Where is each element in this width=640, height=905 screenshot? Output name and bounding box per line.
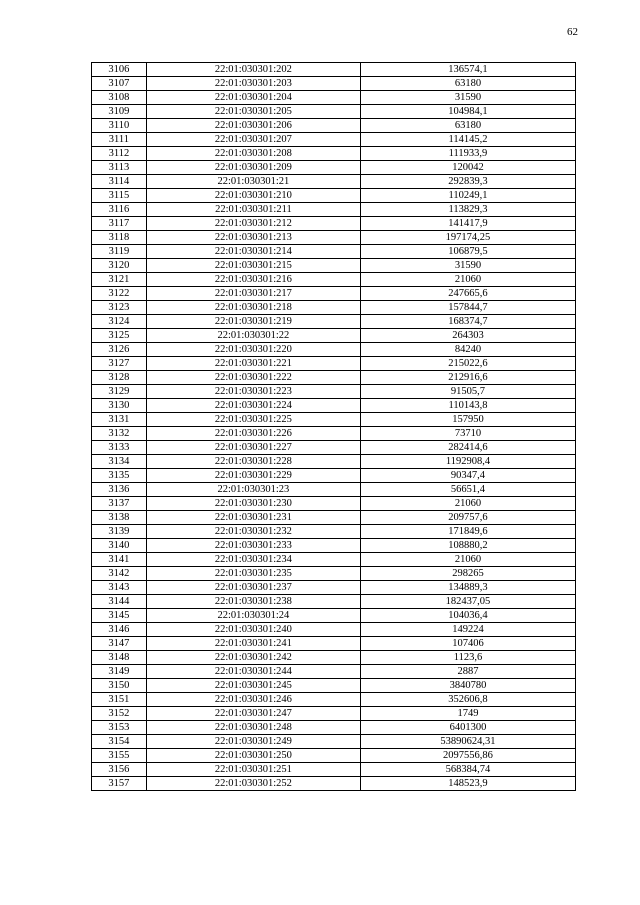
table-row <box>92 511 576 525</box>
table-row <box>92 231 576 245</box>
row-number-cell: 3129 <box>92 385 147 399</box>
row-number-cell: 3135 <box>92 469 147 483</box>
cadastral-number-cell: 22:01:030301:240 <box>146 623 360 637</box>
value-cell: 110143,8 <box>360 399 575 413</box>
table-row <box>92 105 576 119</box>
row-number-cell: 3157 <box>92 777 147 791</box>
table-row <box>92 371 576 385</box>
row-number-cell: 3124 <box>92 315 147 329</box>
table-row <box>92 343 576 357</box>
cadastral-number-cell: 22:01:030301:219 <box>146 315 360 329</box>
cadastral-number-cell: 22:01:030301:242 <box>146 651 360 665</box>
table-row <box>92 735 576 749</box>
table-row <box>92 189 576 203</box>
cadastral-number-cell: 22:01:030301:205 <box>146 105 360 119</box>
value-cell: 104036,4 <box>360 609 575 623</box>
table-body <box>92 63 576 791</box>
cadastral-number-cell: 22:01:030301:251 <box>146 763 360 777</box>
cadastral-number-cell: 22:01:030301:215 <box>146 259 360 273</box>
row-number-cell: 3122 <box>92 287 147 301</box>
row-number-cell: 3137 <box>92 497 147 511</box>
cadastral-number-cell: 22:01:030301:213 <box>146 231 360 245</box>
cadastral-number-cell: 22:01:030301:252 <box>146 777 360 791</box>
row-number-cell: 3115 <box>92 189 147 203</box>
table-row <box>92 91 576 105</box>
row-number-cell: 3114 <box>92 175 147 189</box>
table-row <box>92 399 576 413</box>
table-row <box>92 427 576 441</box>
cadastral-number-cell: 22:01:030301:21 <box>146 175 360 189</box>
value-cell: 120042 <box>360 161 575 175</box>
value-cell: 6401300 <box>360 721 575 735</box>
cadastral-number-cell: 22:01:030301:221 <box>146 357 360 371</box>
cadastral-number-cell: 22:01:030301:241 <box>146 637 360 651</box>
value-cell: 298265 <box>360 567 575 581</box>
value-cell: 31590 <box>360 259 575 273</box>
value-cell: 157950 <box>360 413 575 427</box>
row-number-cell: 3125 <box>92 329 147 343</box>
table-row <box>92 581 576 595</box>
table-row <box>92 147 576 161</box>
row-number-cell: 3138 <box>92 511 147 525</box>
value-cell: 73710 <box>360 427 575 441</box>
value-cell: 1192908,4 <box>360 455 575 469</box>
value-cell: 2887 <box>360 665 575 679</box>
cadastral-number-cell: 22:01:030301:248 <box>146 721 360 735</box>
cadastral-number-cell: 22:01:030301:209 <box>146 161 360 175</box>
value-cell: 182437,05 <box>360 595 575 609</box>
row-number-cell: 3152 <box>92 707 147 721</box>
row-number-cell: 3143 <box>92 581 147 595</box>
cadastral-number-cell: 22:01:030301:250 <box>146 749 360 763</box>
table-row <box>92 525 576 539</box>
cadastral-number-cell: 22:01:030301:237 <box>146 581 360 595</box>
value-cell: 21060 <box>360 497 575 511</box>
cadastral-number-cell: 22:01:030301:217 <box>146 287 360 301</box>
cadastral-number-cell: 22:01:030301:233 <box>146 539 360 553</box>
cadastral-number-cell: 22:01:030301:22 <box>146 329 360 343</box>
cadastral-number-cell: 22:01:030301:23 <box>146 483 360 497</box>
row-number-cell: 3111 <box>92 133 147 147</box>
row-number-cell: 3107 <box>92 77 147 91</box>
cadastral-number-cell: 22:01:030301:230 <box>146 497 360 511</box>
value-cell: 91505,7 <box>360 385 575 399</box>
table-row <box>92 567 576 581</box>
table-row <box>92 469 576 483</box>
cadastral-number-cell: 22:01:030301:226 <box>146 427 360 441</box>
value-cell: 149224 <box>360 623 575 637</box>
cadastral-number-cell: 22:01:030301:235 <box>146 567 360 581</box>
table-row <box>92 63 576 77</box>
table-row <box>92 553 576 567</box>
row-number-cell: 3144 <box>92 595 147 609</box>
value-cell: 247665,6 <box>360 287 575 301</box>
value-cell: 215022,6 <box>360 357 575 371</box>
table-row <box>92 777 576 791</box>
cadastral-number-cell: 22:01:030301:204 <box>146 91 360 105</box>
row-number-cell: 3113 <box>92 161 147 175</box>
value-cell: 110249,1 <box>360 189 575 203</box>
table-row <box>92 623 576 637</box>
cadastral-number-cell: 22:01:030301:227 <box>146 441 360 455</box>
table-row <box>92 301 576 315</box>
value-cell: 568384,74 <box>360 763 575 777</box>
value-cell: 2097556,86 <box>360 749 575 763</box>
value-cell: 111933,9 <box>360 147 575 161</box>
value-cell: 63180 <box>360 119 575 133</box>
row-number-cell: 3108 <box>92 91 147 105</box>
row-number-cell: 3145 <box>92 609 147 623</box>
table-row <box>92 259 576 273</box>
table-row <box>92 287 576 301</box>
value-cell: 212916,6 <box>360 371 575 385</box>
row-number-cell: 3154 <box>92 735 147 749</box>
value-cell: 148523,9 <box>360 777 575 791</box>
table-row <box>92 161 576 175</box>
row-number-cell: 3131 <box>92 413 147 427</box>
value-cell: 84240 <box>360 343 575 357</box>
row-number-cell: 3139 <box>92 525 147 539</box>
cadastral-number-cell: 22:01:030301:212 <box>146 217 360 231</box>
cadastral-number-cell: 22:01:030301:224 <box>146 399 360 413</box>
row-number-cell: 3116 <box>92 203 147 217</box>
table-row <box>92 441 576 455</box>
cadastral-number-cell: 22:01:030301:210 <box>146 189 360 203</box>
value-cell: 168374,7 <box>360 315 575 329</box>
table-row <box>92 637 576 651</box>
value-cell: 134889,3 <box>360 581 575 595</box>
row-number-cell: 3110 <box>92 119 147 133</box>
cadastral-number-cell: 22:01:030301:223 <box>146 385 360 399</box>
table-row <box>92 707 576 721</box>
table-row <box>92 315 576 329</box>
table-row <box>92 357 576 371</box>
table-row <box>92 385 576 399</box>
row-number-cell: 3150 <box>92 679 147 693</box>
table-row <box>92 245 576 259</box>
cadastral-number-cell: 22:01:030301:218 <box>146 301 360 315</box>
value-cell: 108880,2 <box>360 539 575 553</box>
cadastral-number-cell: 22:01:030301:246 <box>146 693 360 707</box>
row-number-cell: 3130 <box>92 399 147 413</box>
cadastral-number-cell: 22:01:030301:220 <box>146 343 360 357</box>
cadastral-number-cell: 22:01:030301:206 <box>146 119 360 133</box>
cadastral-number-cell: 22:01:030301:214 <box>146 245 360 259</box>
cadastral-number-cell: 22:01:030301:207 <box>146 133 360 147</box>
page-number: 62 <box>567 26 578 38</box>
table-row <box>92 721 576 735</box>
cadastral-number-cell: 22:01:030301:231 <box>146 511 360 525</box>
table-row <box>92 77 576 91</box>
table-row <box>92 651 576 665</box>
value-cell: 1749 <box>360 707 575 721</box>
value-cell: 56651,4 <box>360 483 575 497</box>
value-cell: 292839,3 <box>360 175 575 189</box>
cadastral-number-cell: 22:01:030301:247 <box>146 707 360 721</box>
row-number-cell: 3121 <box>92 273 147 287</box>
row-number-cell: 3151 <box>92 693 147 707</box>
row-number-cell: 3140 <box>92 539 147 553</box>
value-cell: 136574,1 <box>360 63 575 77</box>
row-number-cell: 3142 <box>92 567 147 581</box>
value-cell: 209757,6 <box>360 511 575 525</box>
table-row <box>92 483 576 497</box>
cadastral-number-cell: 22:01:030301:234 <box>146 553 360 567</box>
value-cell: 21060 <box>360 553 575 567</box>
table-row <box>92 693 576 707</box>
row-number-cell: 3127 <box>92 357 147 371</box>
row-number-cell: 3120 <box>92 259 147 273</box>
cadastral-number-cell: 22:01:030301:203 <box>146 77 360 91</box>
row-number-cell: 3128 <box>92 371 147 385</box>
table-row <box>92 175 576 189</box>
row-number-cell: 3149 <box>92 665 147 679</box>
table-row <box>92 119 576 133</box>
cadastral-number-cell: 22:01:030301:222 <box>146 371 360 385</box>
row-number-cell: 3136 <box>92 483 147 497</box>
cadastral-number-cell: 22:01:030301:211 <box>146 203 360 217</box>
table-row <box>92 203 576 217</box>
row-number-cell: 3148 <box>92 651 147 665</box>
value-cell: 106879,5 <box>360 245 575 259</box>
row-number-cell: 3141 <box>92 553 147 567</box>
value-cell: 104984,1 <box>360 105 575 119</box>
row-number-cell: 3147 <box>92 637 147 651</box>
cadastral-number-cell: 22:01:030301:229 <box>146 469 360 483</box>
table-row <box>92 539 576 553</box>
row-number-cell: 3123 <box>92 301 147 315</box>
cadastral-number-cell: 22:01:030301:245 <box>146 679 360 693</box>
data-table <box>91 62 576 791</box>
row-number-cell: 3134 <box>92 455 147 469</box>
cadastral-number-cell: 22:01:030301:232 <box>146 525 360 539</box>
cadastral-number-cell: 22:01:030301:238 <box>146 595 360 609</box>
row-number-cell: 3109 <box>92 105 147 119</box>
value-cell: 107406 <box>360 637 575 651</box>
value-cell: 63180 <box>360 77 575 91</box>
table-row <box>92 455 576 469</box>
cadastral-number-cell: 22:01:030301:208 <box>146 147 360 161</box>
table-row <box>92 665 576 679</box>
value-cell: 113829,3 <box>360 203 575 217</box>
table-row <box>92 749 576 763</box>
table-row <box>92 273 576 287</box>
value-cell: 141417,9 <box>360 217 575 231</box>
row-number-cell: 3126 <box>92 343 147 357</box>
cadastral-number-cell: 22:01:030301:228 <box>146 455 360 469</box>
table-row <box>92 217 576 231</box>
value-cell: 282414,6 <box>360 441 575 455</box>
row-number-cell: 3117 <box>92 217 147 231</box>
row-number-cell: 3155 <box>92 749 147 763</box>
table-row <box>92 133 576 147</box>
row-number-cell: 3106 <box>92 63 147 77</box>
row-number-cell: 3132 <box>92 427 147 441</box>
value-cell: 114145,2 <box>360 133 575 147</box>
cadastral-number-cell: 22:01:030301:225 <box>146 413 360 427</box>
value-cell: 53890624,31 <box>360 735 575 749</box>
table-row <box>92 329 576 343</box>
table-row <box>92 763 576 777</box>
table-row <box>92 609 576 623</box>
value-cell: 3840780 <box>360 679 575 693</box>
row-number-cell: 3118 <box>92 231 147 245</box>
value-cell: 31590 <box>360 91 575 105</box>
row-number-cell: 3133 <box>92 441 147 455</box>
value-cell: 157844,7 <box>360 301 575 315</box>
value-cell: 197174,25 <box>360 231 575 245</box>
cadastral-number-cell: 22:01:030301:24 <box>146 609 360 623</box>
table-row <box>92 679 576 693</box>
value-cell: 264303 <box>360 329 575 343</box>
cadastral-number-cell: 22:01:030301:202 <box>146 63 360 77</box>
cadastral-number-cell: 22:01:030301:244 <box>146 665 360 679</box>
value-cell: 90347,4 <box>360 469 575 483</box>
table-row <box>92 497 576 511</box>
value-cell: 352606,8 <box>360 693 575 707</box>
table-row <box>92 595 576 609</box>
table-row <box>92 413 576 427</box>
value-cell: 1123,6 <box>360 651 575 665</box>
cadastral-number-cell: 22:01:030301:249 <box>146 735 360 749</box>
row-number-cell: 3112 <box>92 147 147 161</box>
row-number-cell: 3153 <box>92 721 147 735</box>
value-cell: 171849,6 <box>360 525 575 539</box>
row-number-cell: 3156 <box>92 763 147 777</box>
value-cell: 21060 <box>360 273 575 287</box>
cadastral-number-cell: 22:01:030301:216 <box>146 273 360 287</box>
row-number-cell: 3119 <box>92 245 147 259</box>
row-number-cell: 3146 <box>92 623 147 637</box>
